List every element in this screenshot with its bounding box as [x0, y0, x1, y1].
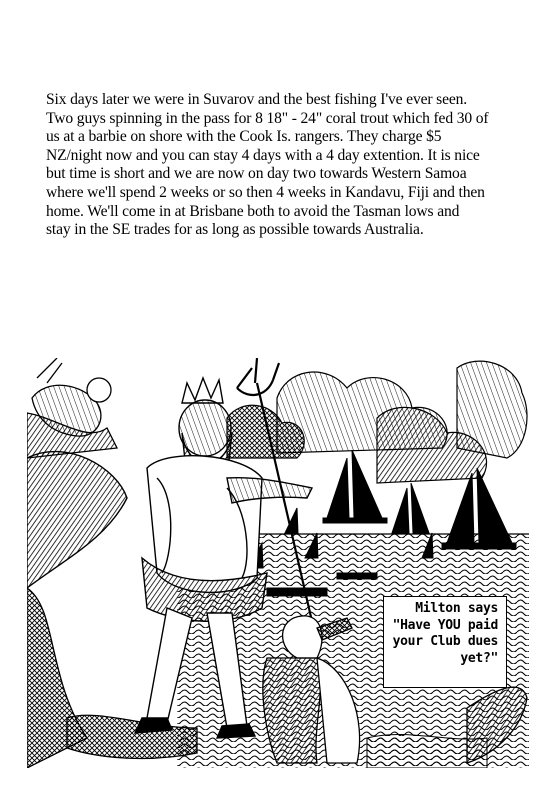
engraving-drawing — [27, 358, 529, 768]
caption-line: yet?" — [460, 650, 498, 666]
caption-box — [383, 596, 507, 688]
article-line: home. We'll come in at Brisbane both to avoid the Tasman lows and — [46, 202, 460, 220]
article-line: but time is short and we are now on day two towards Western Samoa — [46, 165, 467, 183]
article-line: us at a barbie on shore with the Cook Is. rangers. They charge $5 — [46, 128, 442, 146]
article-line: where we'll spend 2 weeks or so then 4 weeks in Kandavu, Fiji and then — [46, 183, 485, 201]
caption-line: Milton says — [415, 601, 498, 616]
article-line: stay in the SE trades for as long as possible towards Australia. — [46, 221, 424, 239]
article-line: Six days later we were in Suvarov and the best fishing I've ever seen. — [46, 91, 468, 108]
article-line: NZ/night now and you can stay 4 days with a 4 day extention. It is nice — [46, 146, 480, 164]
foreground-waves — [367, 734, 487, 768]
neptune-engraving-illustration — [27, 358, 529, 768]
caption-line: "Have YOU paid — [392, 617, 498, 633]
caption-line: your Club dues — [392, 634, 498, 649]
article-line: Two guys spinning in the pass for 8 18" - 24" coral trout which fed 30 of — [46, 109, 489, 127]
article-text — [46, 91, 546, 240]
